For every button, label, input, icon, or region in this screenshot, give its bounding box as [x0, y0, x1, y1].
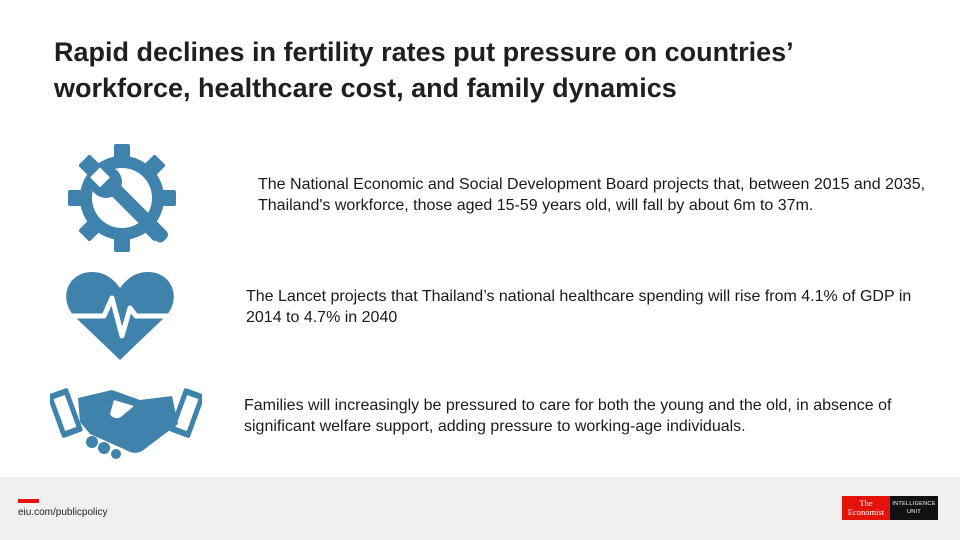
handshake-icon [50, 376, 202, 460]
logo-brand-line1: The [859, 498, 873, 508]
family-point-text: Families will increasingly be pressured to care for both the young and the old, in absence of significant welfare support, adding pressure to working-age individuals. [244, 397, 892, 435]
heart-pulse-icon [64, 268, 176, 362]
workforce-point-text: The National Economic and Social Development Board projects that, between 2015 and 2035, Thailand's workforce, those aged 15-59 years old, will fall by about 6m to 37m. [258, 176, 926, 214]
logo-brand-line2: Economist [847, 507, 885, 517]
brand-accent-dash [18, 499, 39, 503]
footer-url[interactable]: eiu.com/publicpolicy [18, 507, 108, 518]
slide-title: Rapid declines in fertility rates put pressure on countries’ workforce, healthcare cost, and family dynamics [54, 37, 793, 103]
footer-bar [0, 477, 960, 540]
intelligence-unit-mark [890, 496, 938, 520]
economist-logo-mark [842, 496, 890, 520]
eiu-logo [842, 496, 938, 520]
healthcare-point-text: The Lancet projects that Thailand’s national healthcare spending will rise from 4.1% of GDP in 2014 to 4.7% in 2040 [246, 288, 912, 326]
logo-unit-line2: UNIT [906, 509, 922, 515]
gear-wrench-icon [64, 140, 180, 256]
logo-unit-line1: INTELLIGENCE [892, 501, 936, 507]
